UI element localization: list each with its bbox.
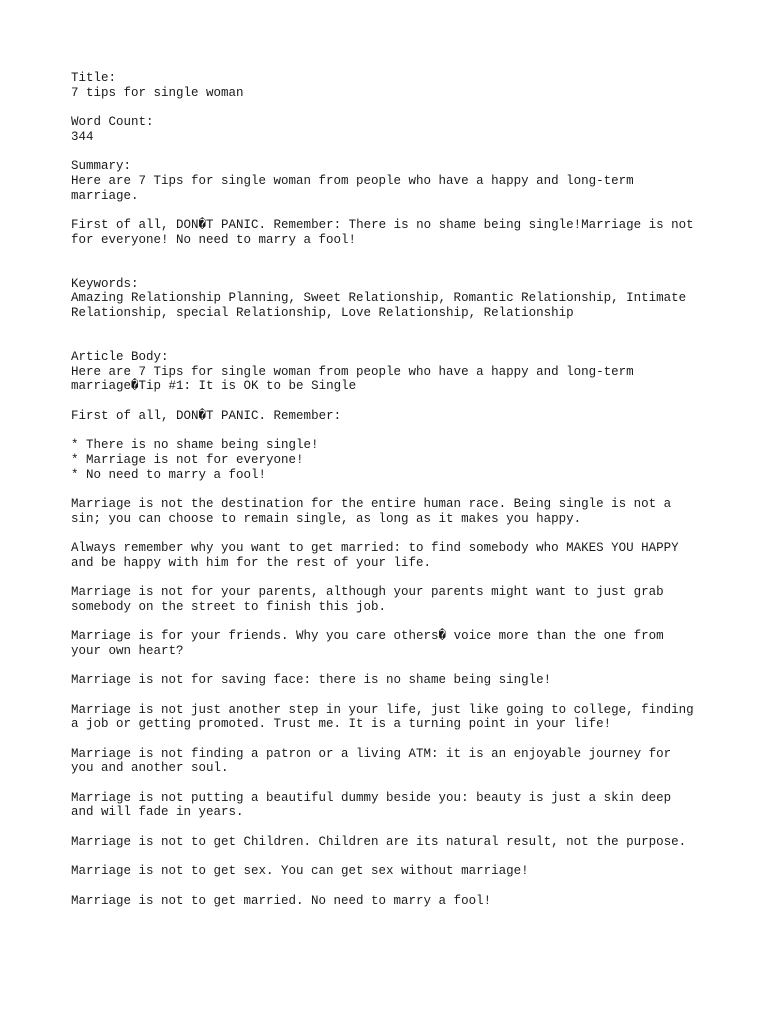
paragraph-line: you and another soul.: [71, 761, 229, 776]
paragraph-line: Marriage is for your friends. Why you care others� voice more than the one from: [71, 629, 664, 644]
summary-line: First of all, DON�T PANIC. Remember: There is no shame being single!Marriage is not: [71, 217, 694, 232]
title-value: 7 tips for single woman: [71, 85, 244, 100]
bullet-item: * Marriage is not for everyone!: [71, 452, 304, 467]
title-section: [71, 71, 731, 100]
paragraph-line: your own heart?: [71, 643, 184, 658]
title-label: Title:: [71, 71, 117, 85]
keywords-line: Relationship, special Relationship, Love Relationship, Relationship: [71, 306, 574, 321]
keywords-section: [71, 277, 731, 321]
paragraph-line: sin; you can choose to remain single, as long as it makes you happy.: [71, 511, 582, 526]
paragraph-line: a job or getting promoted. Trust me. It is a turning point in your life!: [71, 717, 612, 732]
paragraph-line: and will fade in years.: [71, 805, 244, 820]
paragraph-line: Marriage is not just another step in your life, just like going to college, finding: [71, 702, 694, 717]
summary-line: for everyone! No need to marry a fool!: [71, 232, 357, 247]
keywords-line: Amazing Relationship Planning, Sweet Relationship, Romantic Relationship, Intimate: [71, 291, 687, 306]
paragraph-line: somebody on the street to finish this job.: [71, 599, 387, 614]
summary-section: [71, 159, 731, 247]
paragraph-line: Marriage is not finding a patron or a living ATM: it is an enjoyable journey for: [71, 746, 672, 761]
summary-line: Here are 7 Tips for single woman from people who have a happy and long-term: [71, 173, 634, 188]
summary-line: marriage.: [71, 188, 139, 203]
article-intro-line: Here are 7 Tips for single woman from people who have a happy and long-term: [71, 364, 634, 379]
article-body-label: Article Body:: [71, 350, 169, 365]
article-first-line: First of all, DON�T PANIC. Remember:: [71, 408, 342, 423]
paragraph-line: Marriage is not to get sex. You can get sex without marriage!: [71, 864, 529, 879]
word-count-section: [71, 115, 731, 144]
paragraph-line: Marriage is not for your parents, although your parents might want to just grab: [71, 585, 664, 600]
article-intro-line: marriage�Tip #1: It is OK to be Single: [71, 379, 357, 394]
bullet-item: * No need to marry a fool!: [71, 467, 267, 482]
word-count-label: Word Count:: [71, 115, 154, 130]
article-body-section: [71, 350, 731, 908]
word-count-value: 344: [71, 129, 94, 144]
keywords-label: Keywords:: [71, 276, 139, 291]
paragraph-line: Marriage is not putting a beautiful dummy beside you: beauty is just a skin deep: [71, 790, 672, 805]
summary-label: Summary:: [71, 159, 132, 174]
paragraph-line: Marriage is not to get married. No need to marry a fool!: [71, 893, 492, 908]
paragraph-line: Always remember why you want to get married: to find somebody who MAKES YOU HAPPY: [71, 541, 679, 556]
paragraph-line: Marriage is not the destination for the entire human race. Being single is not a: [71, 496, 672, 511]
document-page: [71, 71, 731, 908]
paragraph-line: Marriage is not for saving face: there is no shame being single!: [71, 673, 552, 688]
bullet-item: * There is no shame being single!: [71, 438, 319, 453]
paragraph-line: Marriage is not to get Children. Children are its natural result, not the purpose.: [71, 834, 687, 849]
paragraph-line: and be happy with him for the rest of your life.: [71, 555, 432, 570]
